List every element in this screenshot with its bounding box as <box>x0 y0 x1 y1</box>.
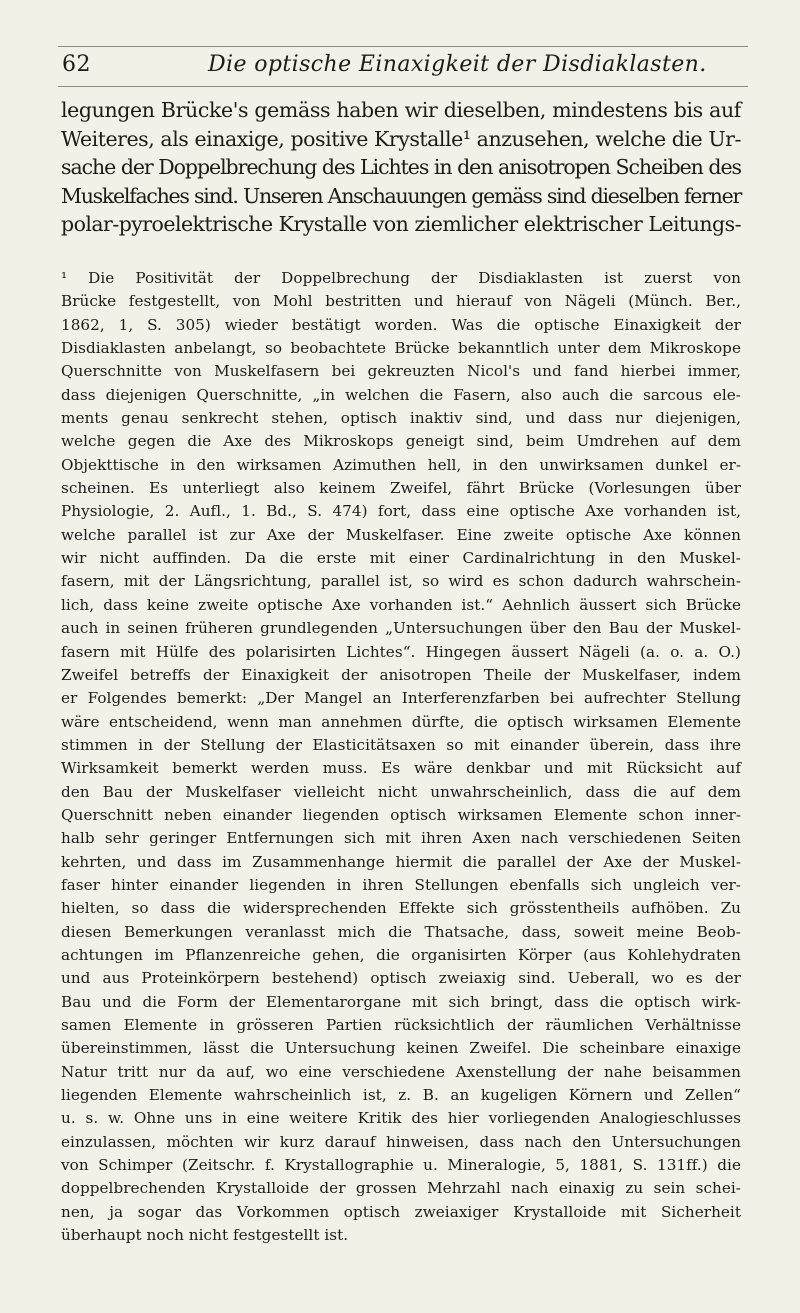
body-line: Weiteres, als einaxige, positive Krystalle¹ anzusehen, welche die Ur- <box>61 126 741 151</box>
footnote-line: wir nicht auffinden. Da die erste mit einer Cardinalrichtung in den Muskel- <box>61 549 741 568</box>
footnote-line: er Folgendes bemerkt: „Der Mangel an Interferenzfarben bei aufrechter Stellung <box>61 689 741 708</box>
footnote-line: faser hinter einander liegenden in ihren Stellungen ebenfalls sich ungleich ver- <box>61 875 741 894</box>
body-line: legungen Brücke's gemäss haben wir dieselben, mindestens bis auf <box>61 98 741 122</box>
footnote-line: übereinstimmen, lässt die Untersuchung keinen Zweifel. Die scheinbare einaxige <box>61 1039 741 1058</box>
footnote-line: den Bau der Muskelfaser vielleicht nicht unwahrscheinlich, dass die auf dem <box>61 782 741 801</box>
main-paragraph <box>61 96 741 239</box>
footnote-line: lich, dass keine zweite optische Axe vorhanden ist.“ Aehnlich äussert sich Brücke <box>61 595 741 614</box>
footnote-line: u. s. w. Ohne uns in eine weitere Kritik des hier vorliegenden Analogieschlusses <box>61 1109 741 1128</box>
footnote-line: welche parallel ist zur Axe der Muskelfaser. Eine zweite optische Axe können <box>61 525 741 544</box>
footnote-line: Disdiaklasten anbelangt, so beobachtete Brücke bekanntlich unter dem Mikroskope <box>61 339 741 358</box>
body-line: sache der Doppelbrechung des Lichtes in den anisotropen Scheiben des <box>61 155 741 180</box>
footnote-line: achtungen im Pflanzenreiche gehen, die organisirten Körper (aus Kohlehydraten <box>61 945 741 964</box>
footnote-line: Wirksamkeit bemerkt werden muss. Es wäre denkbar und mit Rücksicht auf <box>61 759 741 778</box>
body-line: Muskelfaches sind. Unseren Anschauungen gemäss sind dieselben ferner <box>61 183 741 208</box>
footnote-line: Zweifel betreffs der Einaxigkeit der anisotropen Theile der Muskelfaser, indem <box>61 665 741 684</box>
footnote-line: ¹ Die Positivität der Doppelbrechung der Disdiaklasten ist zuerst von <box>61 269 741 287</box>
footnote-line: samen Elemente in grösseren Partien rücksichtlich der räumlichen Verhältnisse <box>61 1016 741 1034</box>
footnote-line: Physiologie, 2. Aufl., 1. Bd., S. 474) fort, dass eine optische Axe vorhanden ist, <box>61 502 741 521</box>
footnote-line: doppelbrechenden Krystalloide der grossen Mehrzahl nach einaxig zu sein schei- <box>61 1179 741 1198</box>
footnote-line: fasern mit Hülfe des polarisirten Lichtes“. Hingegen äussert Nägeli (a. o. a. O.) <box>61 642 741 661</box>
footnote-line: dass diejenigen Querschnitte, „in welchen die Fasern, also auch die sarcous ele- <box>61 385 741 404</box>
footnote-line: 1862, 1, S. 305) wieder bestätigt worden. Was die optische Einaxigkeit der <box>61 315 741 334</box>
footnote-line: welche gegen die Axe des Mikroskops geneigt sind, beim Umdrehen auf dem <box>61 432 741 451</box>
footnote-line: von Schimper (Zeitschr. f. Krystallographie u. Mineralogie, 5, 1881, S. 131ff.) die <box>61 1156 741 1175</box>
footnote-line: diesen Bemerkungen veranlasst mich die Thatsache, dass, soweit meine Beob- <box>61 922 741 941</box>
footnote-line: wäre entscheidend, wenn man annehmen dürfte, die optisch wirksamen Elemente <box>61 712 741 731</box>
footnote-line: Bau und die Form der Elementarorgane mit sich bringt, dass die optisch wirk- <box>61 992 741 1011</box>
footnote-line: stimmen in der Stellung der Elasticitätsaxen so mit einander überein, dass ihre <box>61 735 741 754</box>
footnote-line: nen, ja sogar das Vorkommen optisch zweiaxiger Krystalloide mit Sicherheit <box>61 1202 741 1221</box>
header-bottom-rule <box>58 86 748 87</box>
footnote-line: Querschnitte von Muskelfasern bei gekreuzten Nicol's und fand hierbei immer, <box>61 362 741 381</box>
footnote-line: überhaupt noch nicht festgestellt ist. <box>61 1226 349 1245</box>
footnote-line: scheinen. Es unterliegt also keinem Zweifel, fährt Brücke (Vorlesungen über <box>61 479 741 498</box>
footnote-line: ments genau senkrecht stehen, optisch inaktiv sind, und dass nur diejenigen, <box>61 409 741 428</box>
footnote-line: Objekttische in den wirksamen Azimuthen hell, in den unwirksamen dunkel er- <box>61 455 741 474</box>
footnote-line: auch in seinen früheren grundlegenden „Untersuchungen über den Bau der Muskel- <box>61 619 741 638</box>
footnote-line: Querschnitt neben einander liegenden optisch wirksamen Elemente schon inner- <box>61 805 741 824</box>
footnote-line: und aus Proteinkörpern bestehend) optisch zweiaxig sind. Ueberall, wo es der <box>61 969 741 988</box>
footnote-line: einzulassen, möchten wir kurz darauf hinweisen, dass nach den Untersuchungen <box>61 1132 741 1151</box>
footnote-line: Brücke festgestellt, von Mohl bestritten und hierauf von Nägeli (Münch. Ber., <box>61 292 741 311</box>
footnote-line: liegenden Elemente wahrscheinlich ist, z. B. an kugeligen Körnern und Zellen“ <box>61 1086 741 1105</box>
footnote-line: fasern, mit der Längsrichtung, parallel ist, so wird es schon dadurch wahrschein- <box>61 572 741 591</box>
footnote-line: halb sehr geringer Entfernungen sich mit ihren Axen nach verschiedenen Seiten <box>61 829 741 848</box>
footnote <box>61 267 741 1247</box>
running-title: Die optische Einaxigkeit der Disdiaklasten. <box>208 52 707 77</box>
header-top-rule <box>58 46 748 47</box>
body-line: polar-pyroelektrische Krystalle von ziemlicher elektrischer Leitungs- <box>61 212 741 237</box>
footnote-line: hielten, so dass die widersprechenden Effekte sich grösstentheils aufhöben. Zu <box>61 899 741 918</box>
footnote-line: kehrten, und dass im Zusammenhange hiermit die parallel der Axe der Muskel- <box>61 852 741 871</box>
footnote-line: Natur tritt nur da auf, wo eine verschiedene Axenstellung der nahe beisammen <box>61 1062 741 1081</box>
running-header <box>58 52 748 84</box>
page-number: 62 <box>62 52 91 77</box>
